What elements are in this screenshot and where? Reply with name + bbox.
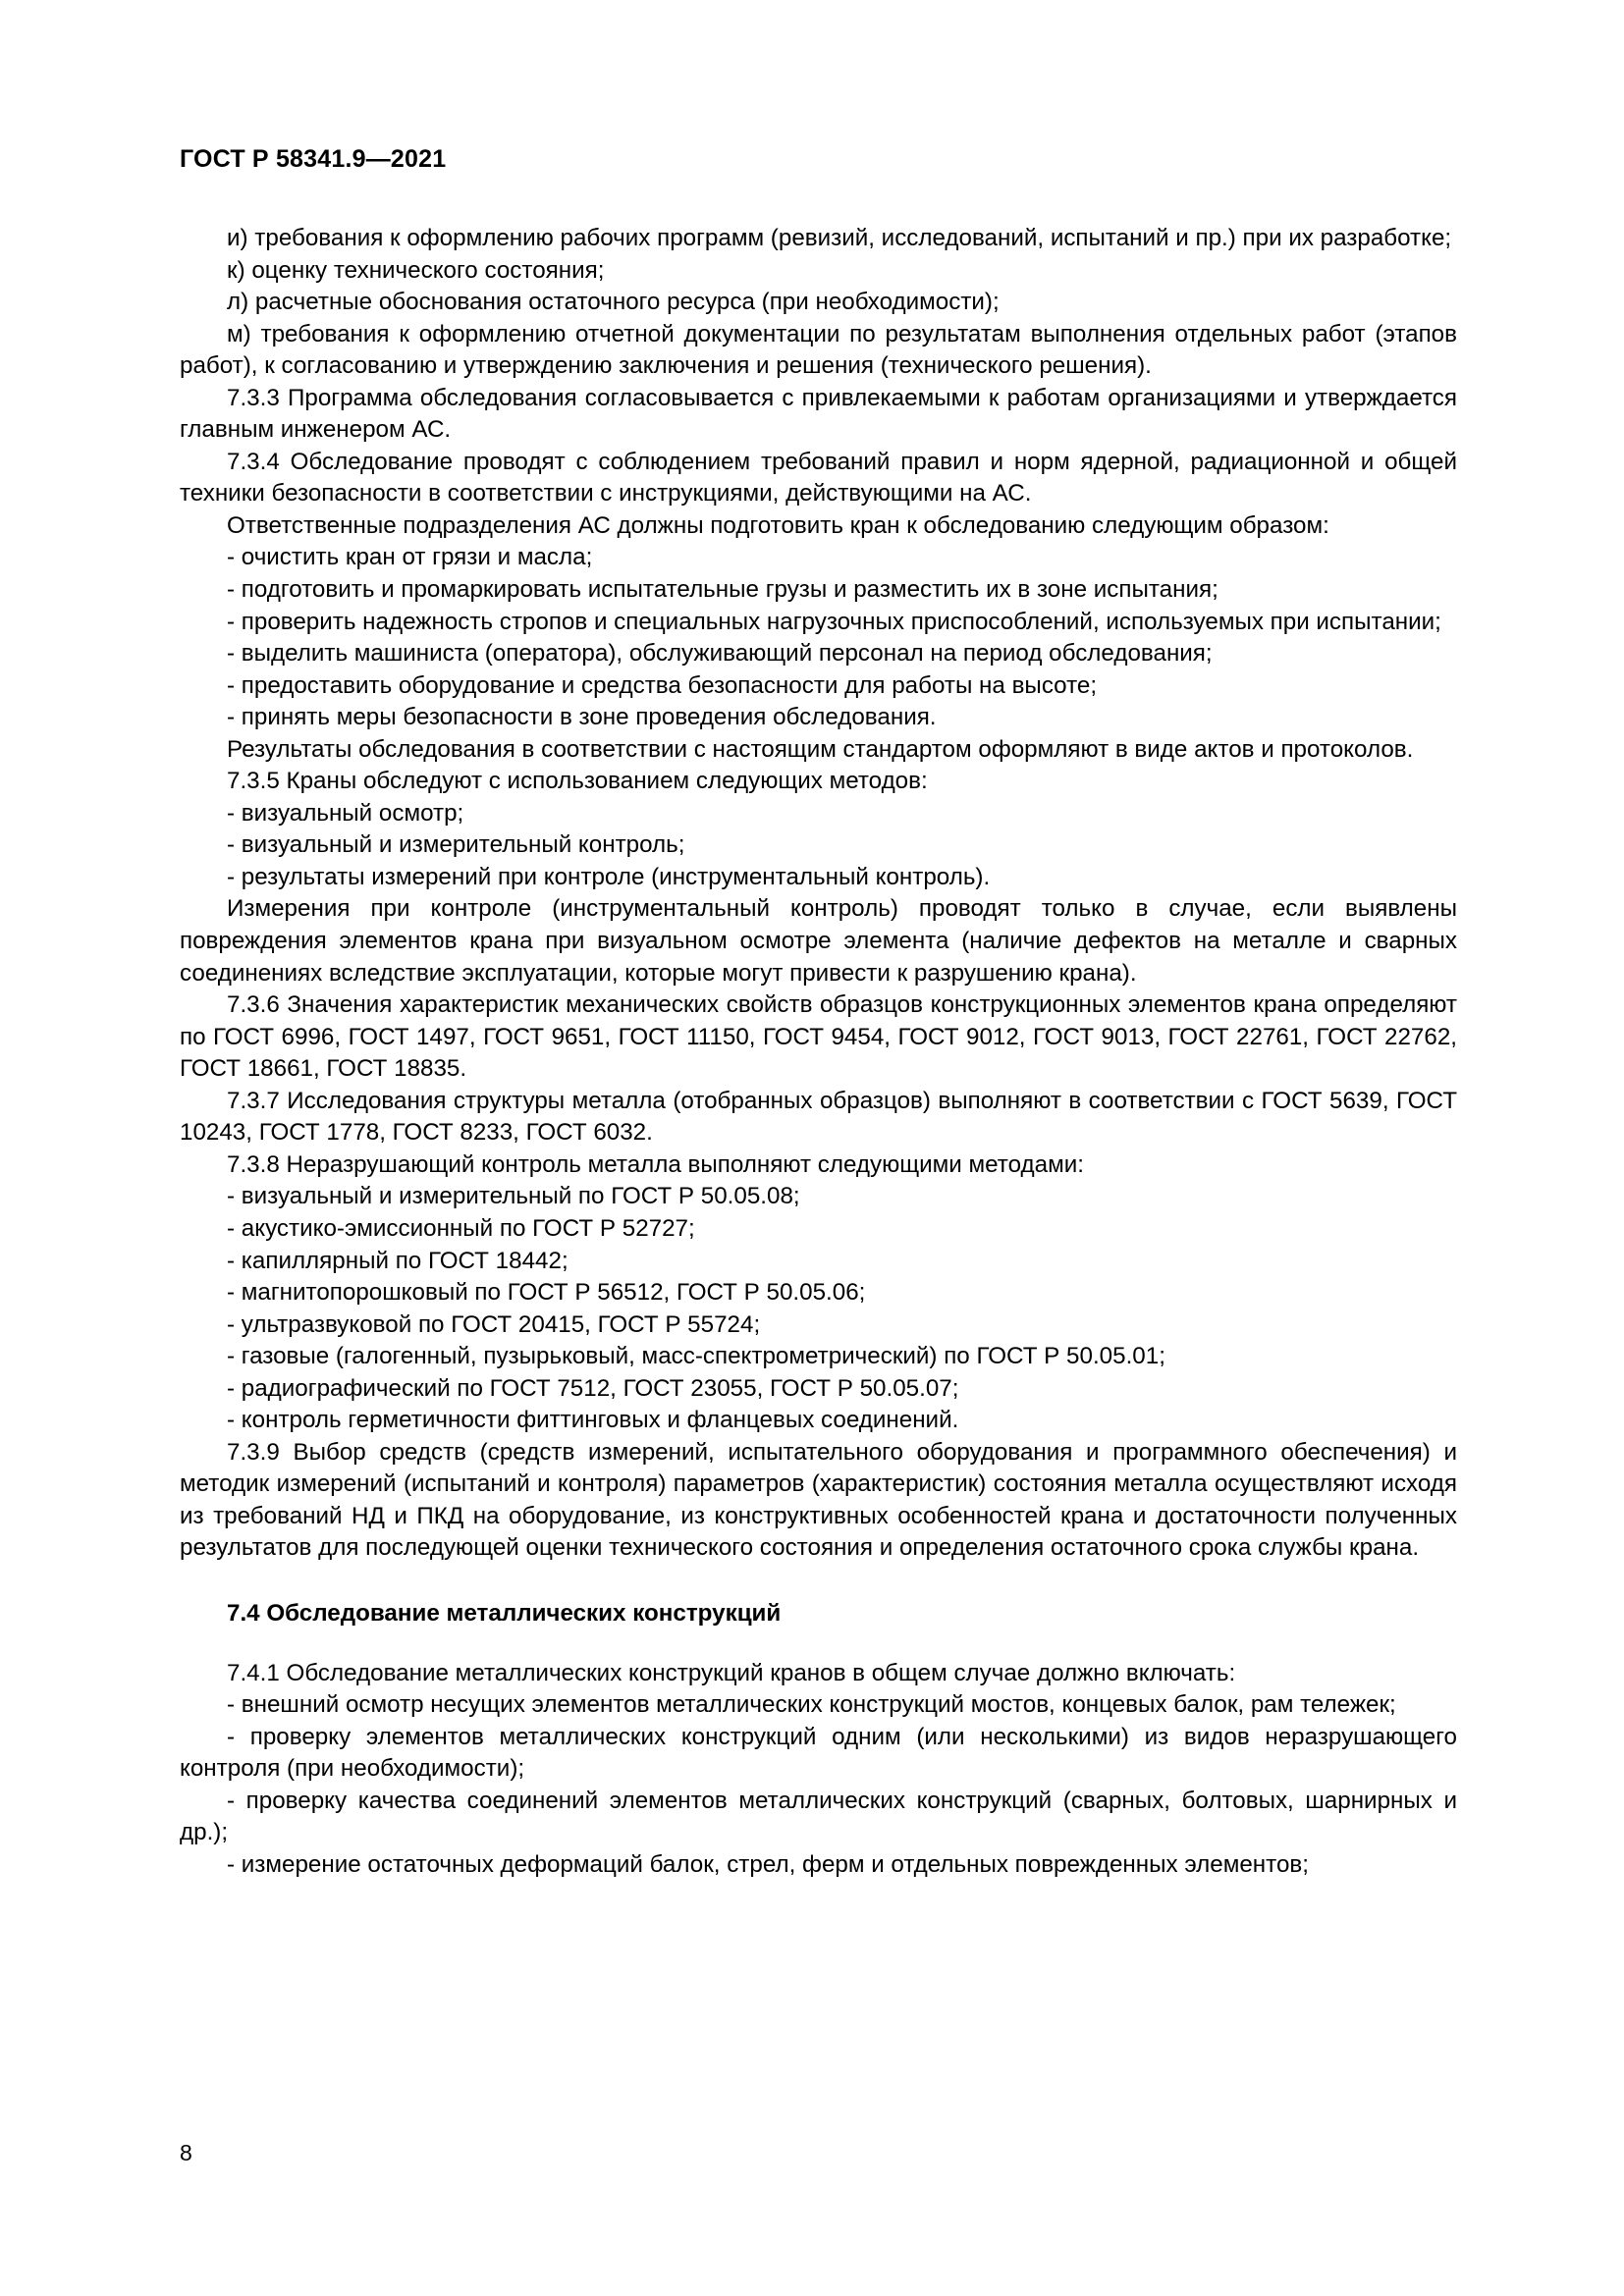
list-item: - проверку качества соединений элементов металлических конструкций (сварных, болтовых, шарнирных и др.);	[180, 1787, 1457, 1846]
list-item: - измерение остаточных деформаций балок, стрел, ферм и отдельных поврежденных элементов;	[227, 1850, 1309, 1878]
paragraph: 7.4.1 Обследование металлических конструкций кранов в общем случае должно включать:	[227, 1659, 1236, 1686]
list-item: - выделить машиниста (оператора), обслуживающий персонал на период обследования;	[227, 640, 1213, 667]
list-item: - подготовить и промаркировать испытательные грузы и разместить их в зоне испытания;	[227, 576, 1218, 604]
paragraph: 7.3.4 Обследование проводят с соблюдением требований правил и норм ядерной, радиационной и общей техники безопасности в соответствии с инструкциями, действующими на АС.	[180, 448, 1457, 507]
paragraph: Измерения при контроле (инструментальный контроль) проводят только в случае, если выявлены повреждения элементов крана при визуальном осмотре элемента (наличие дефектов на металле и сварных соединениях вследствие эксплуатации, которые могут привести к разрушению крана).	[180, 895, 1457, 987]
paragraph: Результаты обследования в соответствии с настоящим стандартом оформляют в виде актов и протоколов.	[227, 735, 1414, 763]
paragraph: 7.3.7 Исследования структуры металла (отобранных образцов) выполняют в соответствии с ГОСТ 5639, ГОСТ 10243, ГОСТ 1778, ГОСТ 8233, ГОСТ 6032.	[180, 1087, 1457, 1147]
paragraph: к) оценку технического состояния;	[227, 256, 605, 284]
list-item: - принять меры безопасности в зоне проведения обследования.	[227, 704, 937, 731]
paragraph: 7.3.9 Выбор средств (средств измерений, испытательного оборудования и программного обеспечения) и методик измерений (испытаний и контроля) параметров (характеристик) состояния металла осуществляют исходя из требований НД и ПКД на оборудование, из конструктивных особенностей крана и достаточности полученных результатов для последующей оценки технического состояния и определения остаточного срока службы крана.	[180, 1438, 1457, 1562]
list-item: - проверить надежность стропов и специальных нагрузочных приспособлений, используемых при испытании;	[227, 608, 1441, 635]
paragraph: 7.3.6 Значения характеристик механических свойств образцов конструкционных элементов крана определяют по ГОСТ 6996, ГОСТ 1497, ГОСТ 9651, ГОСТ 11150, ГОСТ 9454, ГОСТ 9012, ГОСТ 9013, ГОСТ 22761, ГОСТ 22762, ГОСТ 18661, ГОСТ 18835.	[180, 991, 1457, 1083]
paragraph: м) требования к оформлению отчетной документации по результатам выполнения отдельных работ (этапов работ), к согласованию и утверждению заключения и решения (технического решения).	[180, 320, 1457, 380]
list-item: - проверку элементов металлических конструкций одним (или несколькими) из видов неразрушающего контроля (при необходимости);	[180, 1723, 1457, 1783]
list-item: - визуальный осмотр;	[227, 799, 464, 827]
paragraph: л) расчетные обоснования остаточного ресурса (при необходимости);	[227, 289, 1000, 316]
list-item: - радиографический по ГОСТ 7512, ГОСТ 23055, ГОСТ Р 50.05.07;	[227, 1374, 959, 1402]
list-item: - предоставить оборудование и средства безопасности для работы на высоте;	[227, 671, 1098, 699]
paragraph: 7.3.5 Краны обследуют с использованием следующих методов:	[227, 768, 928, 795]
list-item: - газовые (галогенный, пузырьковый, масс-спектрометрический) по ГОСТ Р 50.05.01;	[227, 1343, 1165, 1370]
list-item: - результаты измерений при контроле (инструментальный контроль).	[227, 863, 991, 890]
list-item: - акустико-эмиссионный по ГОСТ Р 52727;	[227, 1214, 695, 1242]
list-item: - очистить кран от грязи и масла;	[227, 544, 593, 571]
page-number: 8	[180, 2140, 192, 2165]
list-item: - капиллярный по ГОСТ 18442;	[227, 1247, 568, 1274]
list-item: - контроль герметичности фиттинговых и фланцевых соединений.	[227, 1407, 959, 1434]
document-header: ГОСТ Р 58341.9—2021	[180, 145, 447, 173]
document-body	[180, 223, 1457, 1881]
list-item: - магнитопорошковый по ГОСТ Р 56512, ГОСТ Р 50.05.06;	[227, 1279, 866, 1307]
list-item: - внешний осмотр несущих элементов металлических конструкций мостов, концевых балок, рам тележек;	[227, 1691, 1396, 1719]
list-item: - визуальный и измерительный по ГОСТ Р 50.05.08;	[227, 1183, 800, 1210]
list-item: - визуальный и измерительный контроль;	[227, 831, 685, 859]
paragraph: 7.3.3 Программа обследования согласовывается с привлекаемыми к работам организациями и утверждается главным инженером АС.	[180, 384, 1457, 444]
list-item: - ультразвуковой по ГОСТ 20415, ГОСТ Р 55724;	[227, 1310, 761, 1338]
paragraph: 7.3.8 Неразрушающий контроль металла выполняют следующими методами:	[227, 1150, 1084, 1178]
paragraph: и) требования к оформлению рабочих программ (ревизий, исследований, испытаний и пр.) при их разработке;	[227, 225, 1452, 251]
section-heading: 7.4 Обследование металлических конструкций	[227, 1599, 782, 1627]
paragraph: Ответственные подразделения АС должны подготовить кран к обследованию следующим образом:	[227, 511, 1329, 539]
